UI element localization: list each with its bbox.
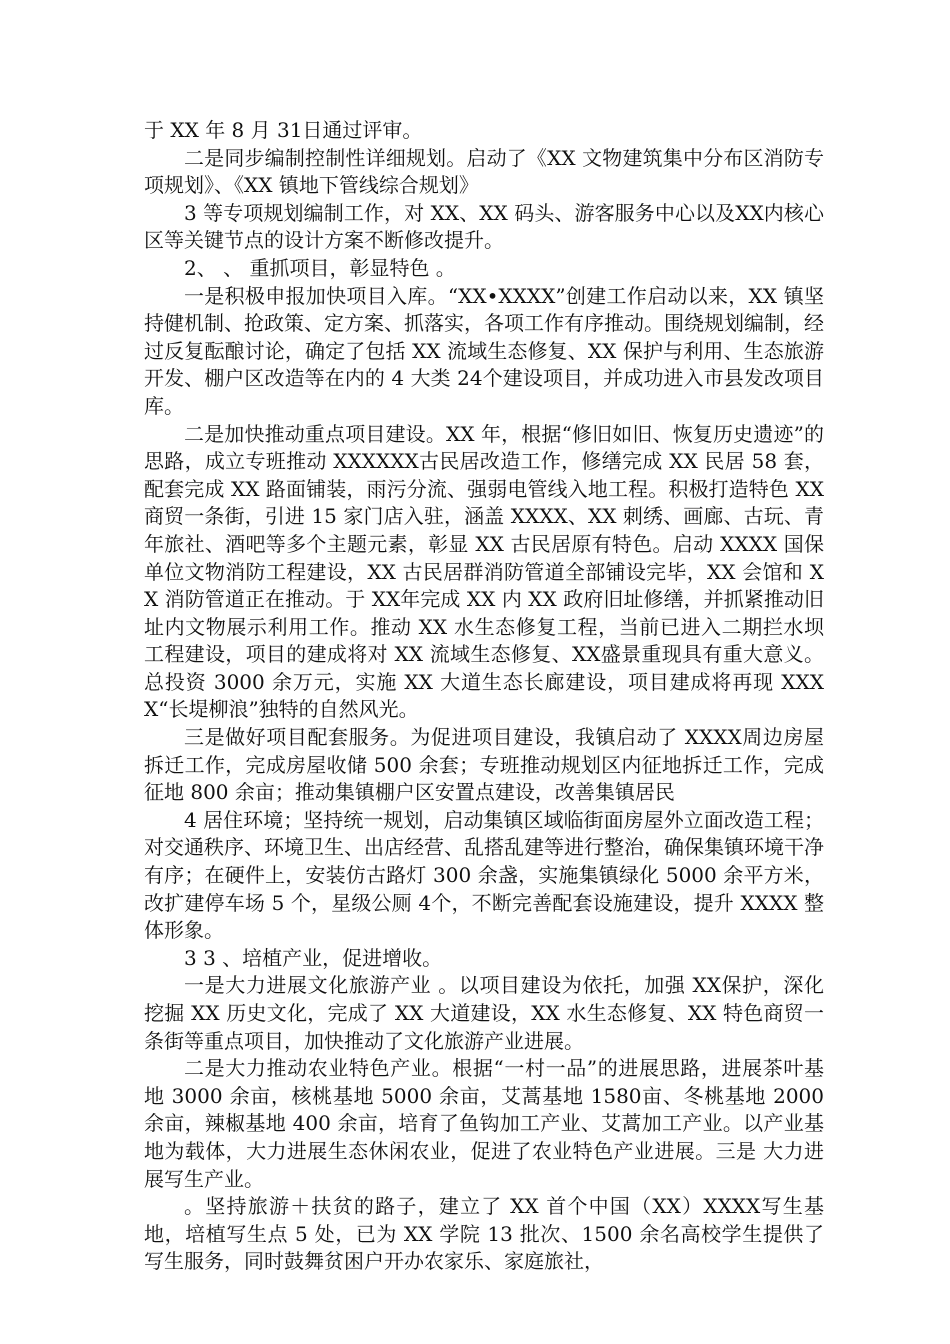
paragraph: 3 3 、培植产业，促进增收。	[184, 945, 443, 970]
paragraph: 二是加快推动重点项目建设。XX 年，根据“修旧如旧、恢复历史遗迹”的思路，成立专班推动 XXXXXX古民居改造工作，修缮完成 XX 民居 58 套，配套完成 XX 路面铺装，雨污分流、强弱电管线入地工程。积极打造特色 XX 商贸一条街，引进 15 家门店入驻，涵盖 XXXX、XX 刺绣、画廊、古玩、青年旅社、酒吧等多个主题元素，彰显 XX 古民居原有特色。启动 XXXX 国保单位文物消防工程建设，XX 古民居群消防管道全部铺设完毕，XX 会馆和 XX 消防管道正在推动。于 XX年完成 XX 内 XX 政府旧址修缮，并抓紧推动旧址内文物展示利用工作。推动 XX 水生态修复工程，当前已进入二期拦水坝工程建设，项目的建成将对 XX 流域生态修复、XX盛景重现具有重大意义。总投资 3000 余万元，实施 XX 大道生态长廊建设，项目建成将再现 XXXX“长堤柳浪”独特的自然风光。	[144, 421, 824, 722]
paragraph: 于 XX 年 8 月 31日通过评审。	[144, 118, 423, 142]
paragraph: 一是积极申报加快项目入库。“XX•XXXX”创建工作启动以来，XX 镇坚持健机制、抢政策、定方案、抓落实，各项工作有序推动。围绕规划编制，经过反复酝酿讨论，确定了包括 XX 流域生态修复、XX 保护与利用、生态旅游开发、棚户区改造等在内的 4 大类 24个建设项目，并成功进入市县发改项目库。	[144, 283, 824, 418]
paragraph: 一是大力进展文化旅游产业 。以项目建设为依托，加强 XX保护，深化挖掘 XX 历史文化，完成了 XX 大道建设，XX 水生态修复、XX 特色商贸一条街等重点项目，加快推动了文化旅游产业进展。	[144, 973, 824, 1053]
paragraph: 二是同步编制控制性详细规划。启动了《XX 文物建筑集中分布区消防专项规划》、《XX 镇地下管线综合规划》	[144, 145, 824, 198]
paragraph: 三是做好项目配套服务。为促进项目建设，我镇启动了 XXXX周边房屋拆迁工作，完成房屋收储 500 余套；专班推动规划区内征地拆迁工作，完成征地 800 余亩；推动集镇棚户区安置点建设，改善集镇居民	[144, 725, 824, 805]
paragraph: 2、 、 重抓项目，彰显特色 。	[184, 255, 456, 280]
paragraph: 二是大力推动农业特色产业。根据“一村一品”的进展思路，进展茶叶基地 3000 余亩，核桃基地 5000 余亩，艾蒿基地 1580亩、冬桃基地 2000 余亩，辣椒基地 400 余亩，培育了鱼钩加工产业、艾蒿加工产业。以产业基地为载体，大力进展生态休闲农业，促进了农业特色产业进展。三是 大力进展写生产业。	[144, 1056, 824, 1191]
document-body	[144, 117, 824, 1276]
paragraph: 3 等专项规划编制工作，对 XX、XX 码头、游客服务中心以及XX内核心区等关键节点的设计方案不断修改提升。	[144, 200, 824, 253]
paragraph: 。坚持旅游＋扶贫的路子，建立了 XX 首个中国（XX）XXXX写生基地，培植写生点 5 处，已为 XX 学院 13 批次、1500 余名高校学生提供了写生服务，同时鼓舞贫困户开办农家乐、家庭旅社，	[144, 1194, 824, 1274]
paragraph: 4 居住环境；坚持统一规划，启动集镇区域临街面房屋外立面改造工程；对交通秩序、环境卫生、出店经营、乱搭乱建等进行整治，确保集镇环境干净有序；在硬件上，安装仿古路灯 300 余盏，实施集镇绿化 5000 余平方米，改扩建停车场 5 个，星级公厕 4个，不断完善配套设施建设，提升 XXXX 整体形象。	[144, 807, 824, 943]
